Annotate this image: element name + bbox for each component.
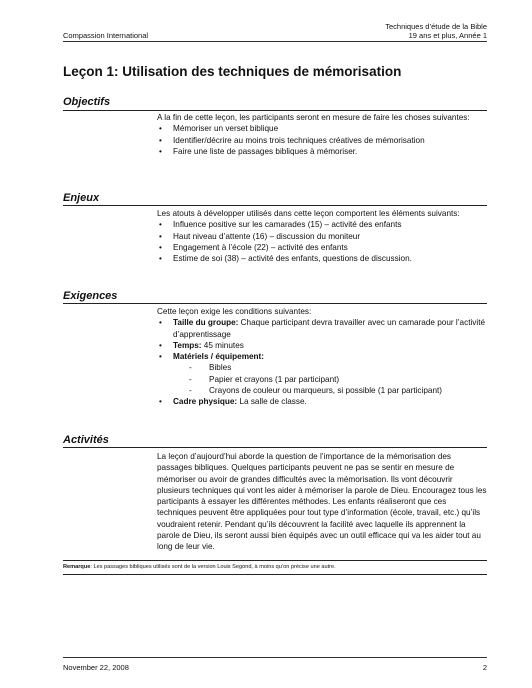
- cadre-label: Cadre physique:: [173, 397, 238, 407]
- list-item-temps: [157, 340, 487, 351]
- temps-text: 45 minutes: [201, 340, 244, 350]
- list-item-materiel: [157, 351, 487, 396]
- section-heading-activites: Activités: [63, 434, 109, 446]
- section-body-activites: [157, 451, 487, 553]
- list-item: • Faire une liste de passages bibliques à mémoriser.: [157, 146, 487, 157]
- list-item-cadre: [157, 396, 487, 407]
- header-course-title: Techniques d’étude de la Bible: [385, 22, 487, 31]
- remark-note: [63, 564, 336, 570]
- exigences-intro: Cette leçon exige les conditions suivantes:: [157, 307, 312, 316]
- remark-rule-bottom: [63, 574, 487, 575]
- objectifs-list: [157, 123, 487, 157]
- temps-label: Temps:: [173, 340, 202, 350]
- sub-list-item: - Bibles: [189, 362, 487, 373]
- materiel-list: [173, 362, 487, 396]
- section-rule-activites: [63, 447, 487, 448]
- section-body-objectifs: [157, 112, 487, 157]
- section-body-enjeux: [157, 208, 487, 264]
- header-organization: Compassion International: [63, 31, 149, 40]
- sub-list-item: - Papier et crayons (1 par participant): [189, 374, 487, 385]
- exigences-list: [157, 317, 487, 407]
- section-heading-objectifs: Objectifs: [63, 96, 111, 108]
- activites-paragraph: La leçon d’aujourd’hui aborde la question de l’importance de la mémorisation des passages bibliques. Quelques participants peuvent ne pas se sentir en mesure de mémoriser ou avoir de grandes difficultés avec la mémorisation. Ils vont découvrir plusieurs techniques qui vont les aider à mémoriser la parole de Dieu. Encouragez tous les participants à essayer les différentes méthodes. Les enfants réaliseront que ces techniques peuvent être appliquées pour tout type d’information (école, travail, etc.) qu’ils voudraient retenir. Pendant qu’ils découvrent la facilité avec laquelle ils apprennent la parole de Dieu, ils seront aussi bien équipés avec un outil efficace qui va les aider tout au long de leur vie.: [157, 452, 487, 552]
- enjeux-list: [157, 219, 487, 264]
- header-course-info: [385, 22, 487, 40]
- enjeux-intro: Les atouts à développer utilisés dans cette leçon comportent les éléments suivants:: [157, 209, 460, 218]
- page-number: 2: [482, 663, 487, 672]
- section-rule-enjeux: [63, 205, 487, 206]
- list-item-taille: [157, 317, 487, 340]
- list-item: • Identifier/décrire au moins trois techniques créatives de mémorisation: [157, 135, 487, 146]
- list-item: • Haut niveau d’attente (16) – discussion du moniteur: [157, 231, 487, 242]
- remark-text: : Les passages bibliques utilisés sont de la version Louis Segond, à moins qu’on précise une autre.: [90, 564, 336, 570]
- list-item: • Engagement à l’école (22) – activité des enfants: [157, 242, 487, 253]
- sub-list-item: - Crayons de couleur ou marqueurs, si possible (1 par participant): [189, 385, 487, 396]
- section-heading-exigences: Exigences: [63, 290, 118, 302]
- page-title: Leçon 1: Utilisation des techniques de mémorisation: [63, 64, 402, 79]
- header-course-level: 19 ans et plus, Année 1: [408, 31, 487, 40]
- footer-date: November 22, 2008: [63, 663, 129, 672]
- section-rule-objectifs: [63, 110, 487, 111]
- section-body-exigences: [157, 306, 487, 408]
- list-item: • Influence positive sur les camarades (15) – activité des enfants: [157, 219, 487, 230]
- remark-label: Remarque: [63, 564, 91, 570]
- footer-rule: [63, 657, 487, 658]
- list-item: • Mémoriser un verset biblique: [157, 123, 487, 134]
- materiel-label: Matériels / équipement:: [173, 352, 264, 362]
- section-heading-enjeux: Enjeux: [63, 192, 100, 204]
- taille-label: Taille du groupe:: [173, 318, 239, 328]
- list-item: • Estime de soi (38) – activité des enfants, questions de discussion.: [157, 253, 487, 264]
- section-rule-exigences: [63, 303, 487, 304]
- objectifs-intro: A la fin de cette leçon, les participants seront en mesure de faire les choses suivantes:: [157, 113, 470, 122]
- header-rule: [63, 41, 487, 42]
- remark-rule-top: [63, 560, 487, 561]
- cadre-text: La salle de classe.: [237, 397, 307, 407]
- taille-text: Chaque participant devra travailler avec un camarade pour l’activité d’apprentissage: [173, 318, 486, 339]
